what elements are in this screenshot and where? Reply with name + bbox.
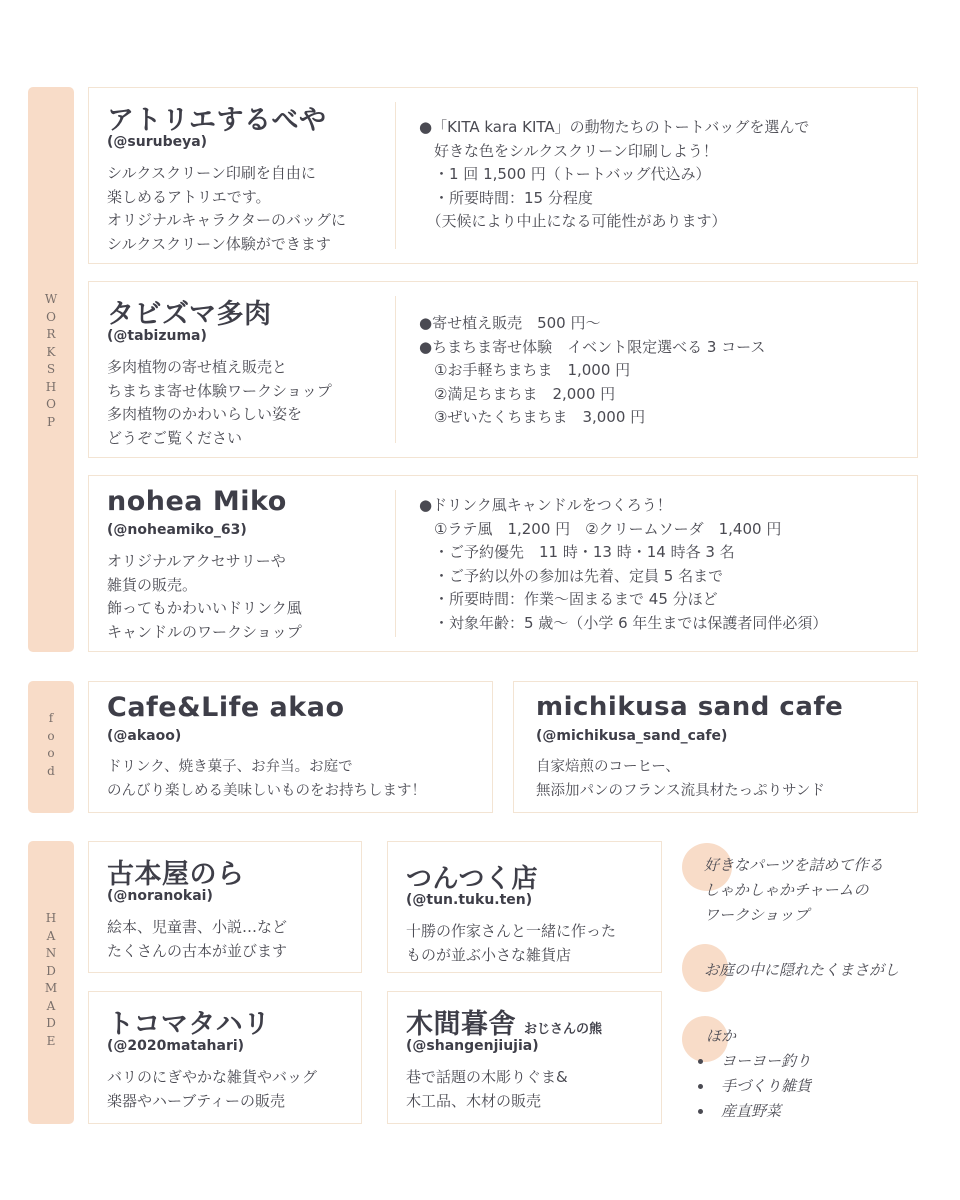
vendor-description: 多肉植物の寄せ植え販売と ちまちま寄せ体験ワークショップ 多肉植物のかわいらしい姿を どうぞご覧ください bbox=[107, 358, 332, 447]
vendor-details: ●ドリンク風キャンドルをつくろう！ ①ラテ風 1,200 円 ②クリームソーダ 1,400 円 ・ご予約優先 11 時・13 時・14 時各 3 名 ・ご予約以外の参加は先着、定員 5 名まで ・所要時間：作業〜固まるまで 45 分ほど ・対象年齢：5 歳〜（小学 6 年生までは保護者同伴必須） bbox=[419, 496, 828, 632]
vendor-handle: (@noheamiko_63) bbox=[107, 522, 247, 538]
note-bear-hunt: お庭の中に隠れたくまさがし bbox=[704, 961, 900, 979]
note-charm-workshop: 好きなパーツを詰めて作る しゃかしゃかチャームの ワークショップ bbox=[704, 856, 884, 924]
note-list-item: 産直野菜 bbox=[698, 1099, 811, 1124]
note-list-item: ヨーヨー釣り bbox=[698, 1049, 811, 1074]
divider bbox=[395, 490, 396, 637]
vendor-card-michikusa bbox=[513, 681, 918, 813]
vendor-name-sub: おじさんの熊 bbox=[524, 1022, 603, 1037]
vendor-handle: (@shangenjiujia) bbox=[406, 1038, 539, 1054]
vendor-card-tuntukuten bbox=[387, 841, 662, 973]
vendor-card-matahari bbox=[88, 991, 362, 1124]
vendor-card-noheamiko bbox=[88, 475, 918, 652]
vendor-description: バリのにぎやかな雑貨やバッグ 楽器やハーブティーの販売 bbox=[107, 1068, 318, 1110]
vendor-description: 絵本、児童書、小説…など たくさんの古本が並びます bbox=[107, 918, 288, 960]
vendor-handle: (@michikusa_sand_cafe) bbox=[536, 728, 728, 744]
note-others: ほか ヨーヨー釣り 手づくり雑貨 産直野菜 bbox=[704, 1024, 811, 1124]
vendor-name: タビズマ多肉 bbox=[107, 299, 272, 330]
vendor-name: michikusa sand cafe bbox=[536, 692, 844, 722]
food-section-label: f o o d bbox=[47, 711, 55, 778]
divider bbox=[395, 102, 396, 249]
vendor-handle: (@tun.tuku.ten) bbox=[406, 892, 533, 908]
handmade-section-label: H A N D M A D E bbox=[44, 911, 58, 1048]
vendor-handle: (@tabizuma) bbox=[107, 328, 207, 344]
vendor-description: 十勝の作家さんと一緒に作った ものが並ぶ小さな雑貨店 bbox=[406, 922, 617, 964]
vendor-handle: (@2020matahari) bbox=[107, 1038, 245, 1054]
vendor-description: ドリンク、焼き菓子、お弁当。お庭で のんびり楽しめる美味しいものをお持ちします！ bbox=[107, 759, 426, 799]
vendor-description: シルクスクリーン印刷を自由に 楽しめるアトリエです。 オリジナルキャラクターのバッグに シルクスクリーン体験ができます bbox=[107, 164, 346, 253]
vendor-name: トコマタハリ bbox=[107, 1009, 271, 1040]
note-list-item: 手づくり雑貨 bbox=[698, 1074, 811, 1099]
vendor-card-surubeya bbox=[88, 87, 918, 264]
vendor-card-akao bbox=[88, 681, 493, 813]
vendor-name: 木間暮舎 おじさんの熊 bbox=[406, 1009, 603, 1040]
vendor-name: 古本屋のら bbox=[107, 859, 245, 890]
vendor-card-tabizuma bbox=[88, 281, 918, 458]
divider bbox=[395, 296, 396, 443]
workshop-section-label: W O R K S H O P bbox=[44, 292, 58, 429]
vendor-description: 自家焙煎のコーヒー、 無添加パンのフランス流具材たっぷりサンド bbox=[536, 759, 825, 799]
vendor-name: nohea Miko bbox=[107, 486, 287, 517]
vendor-description: 巷で話題の木彫りぐま& 木工品、木材の販売 bbox=[406, 1068, 568, 1110]
vendor-description: オリジナルアクセサリーや 雑貨の販売。 飾ってもかわいいドリンク風 キャンドルのワークショップ bbox=[107, 552, 302, 641]
vendor-details: ●寄せ植え販売 500 円〜 ●ちまちま寄せ体験 イベント限定選べる 3 コース ①お手軽ちまちま 1,000 円 ②満足ちまちま 2,000 円 ③ぜいたくちまちま 3,000 円 bbox=[419, 314, 766, 426]
vendor-handle: (@akaoo) bbox=[107, 728, 182, 744]
vendor-card-shangenjiujia bbox=[387, 991, 662, 1124]
vendor-name: Cafe&Life akao bbox=[107, 692, 345, 723]
vendor-details: ●「KITA kara KITA」の動物たちのトートバッグを選んで 好きな色をシルクスクリーン印刷しよう！ ・1 回 1,500 円（トートバッグ代込み） ・所要時間：15 分程度 （天候により中止になる可能性があります） bbox=[419, 118, 810, 230]
vendor-handle: (@surubeya) bbox=[107, 134, 208, 150]
vendor-name: アトリエするべや bbox=[107, 105, 327, 136]
vendor-name: つんつく店 bbox=[406, 864, 538, 894]
vendor-handle: (@noranokai) bbox=[107, 888, 213, 904]
vendor-card-noranokai bbox=[88, 841, 362, 973]
